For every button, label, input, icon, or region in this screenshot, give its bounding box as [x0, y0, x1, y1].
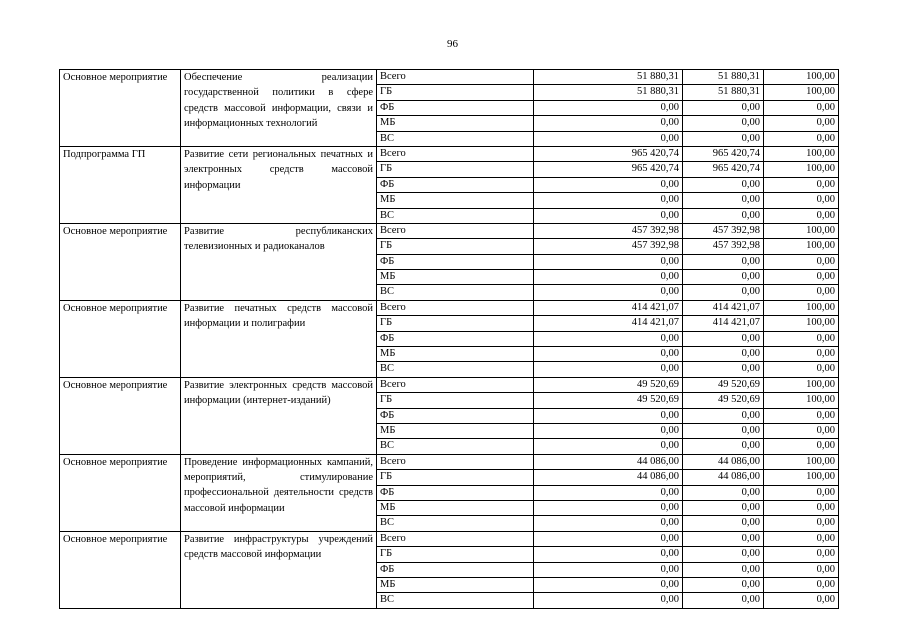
funding-source-cell: ФБ [377, 331, 534, 346]
table-row [60, 377, 839, 392]
planned-amount-cell: 0,00 [534, 562, 683, 577]
actual-amount-cell: 0,00 [683, 577, 764, 592]
planned-amount-cell: 0,00 [534, 423, 683, 438]
actual-amount-cell: 51 880,31 [683, 70, 764, 85]
funding-source-cell: ФБ [377, 177, 534, 192]
planned-amount-cell: 0,00 [534, 547, 683, 562]
actual-amount-cell: 0,00 [683, 177, 764, 192]
actual-amount-cell: 0,00 [683, 331, 764, 346]
funding-source-cell: МБ [377, 270, 534, 285]
funding-source-cell: ГБ [377, 239, 534, 254]
planned-amount-cell: 0,00 [534, 193, 683, 208]
percent-cell: 0,00 [764, 362, 839, 377]
actual-amount-cell: 0,00 [683, 254, 764, 269]
planned-amount-cell: 965 420,74 [534, 146, 683, 161]
funding-source-cell: ГБ [377, 393, 534, 408]
item-type-cell: Основное мероприятие [60, 454, 181, 531]
percent-cell: 0,00 [764, 562, 839, 577]
actual-amount-cell: 0,00 [683, 362, 764, 377]
actual-amount-cell: 0,00 [683, 347, 764, 362]
funding-source-cell: МБ [377, 347, 534, 362]
actual-amount-cell: 0,00 [683, 439, 764, 454]
table-row [60, 300, 839, 315]
actual-amount-cell: 0,00 [683, 408, 764, 423]
actual-amount-cell: 0,00 [683, 193, 764, 208]
planned-amount-cell: 44 086,00 [534, 470, 683, 485]
planned-amount-cell: 0,00 [534, 439, 683, 454]
actual-amount-cell: 414 421,07 [683, 316, 764, 331]
funding-source-cell: ВС [377, 362, 534, 377]
percent-cell: 0,00 [764, 423, 839, 438]
planned-amount-cell: 51 880,31 [534, 70, 683, 85]
planned-amount-cell: 0,00 [534, 408, 683, 423]
percent-cell: 0,00 [764, 285, 839, 300]
percent-cell: 100,00 [764, 162, 839, 177]
planned-amount-cell: 0,00 [534, 100, 683, 115]
table-row [60, 223, 839, 238]
actual-amount-cell: 457 392,98 [683, 223, 764, 238]
funding-source-cell: ГБ [377, 547, 534, 562]
percent-cell: 0,00 [764, 193, 839, 208]
funding-source-cell: ФБ [377, 100, 534, 115]
percent-cell: 100,00 [764, 239, 839, 254]
item-name-cell: Развитие инфраструктуры учреждений средств массовой информации [181, 531, 377, 608]
actual-amount-cell: 51 880,31 [683, 85, 764, 100]
planned-amount-cell: 965 420,74 [534, 162, 683, 177]
item-type-cell: Основное мероприятие [60, 300, 181, 377]
planned-amount-cell: 49 520,69 [534, 377, 683, 392]
planned-amount-cell: 0,00 [534, 331, 683, 346]
table-row [60, 454, 839, 469]
table-row [60, 70, 839, 85]
percent-cell: 0,00 [764, 485, 839, 500]
percent-cell: 0,00 [764, 500, 839, 515]
planned-amount-cell: 0,00 [534, 362, 683, 377]
percent-cell: 100,00 [764, 377, 839, 392]
percent-cell: 100,00 [764, 146, 839, 161]
percent-cell: 0,00 [764, 270, 839, 285]
funding-source-cell: ФБ [377, 562, 534, 577]
planned-amount-cell: 0,00 [534, 131, 683, 146]
funding-source-cell: МБ [377, 423, 534, 438]
funding-source-cell: МБ [377, 500, 534, 515]
planned-amount-cell: 457 392,98 [534, 239, 683, 254]
percent-cell: 0,00 [764, 516, 839, 531]
actual-amount-cell: 0,00 [683, 208, 764, 223]
item-type-cell: Основное мероприятие [60, 377, 181, 454]
actual-amount-cell: 0,00 [683, 270, 764, 285]
funding-source-cell: Всего [377, 454, 534, 469]
actual-amount-cell: 0,00 [683, 116, 764, 131]
percent-cell: 0,00 [764, 547, 839, 562]
funding-source-cell: МБ [377, 116, 534, 131]
planned-amount-cell: 0,00 [534, 593, 683, 608]
funding-source-cell: Всего [377, 377, 534, 392]
actual-amount-cell: 0,00 [683, 423, 764, 438]
actual-amount-cell: 0,00 [683, 516, 764, 531]
actual-amount-cell: 0,00 [683, 500, 764, 515]
actual-amount-cell: 0,00 [683, 593, 764, 608]
funding-source-cell: ГБ [377, 85, 534, 100]
actual-amount-cell: 44 086,00 [683, 454, 764, 469]
planned-amount-cell: 0,00 [534, 531, 683, 546]
percent-cell: 100,00 [764, 316, 839, 331]
table-row [60, 146, 839, 161]
percent-cell: 0,00 [764, 439, 839, 454]
funding-source-cell: ВС [377, 516, 534, 531]
funding-source-cell: ВС [377, 131, 534, 146]
percent-cell: 0,00 [764, 208, 839, 223]
actual-amount-cell: 0,00 [683, 562, 764, 577]
funding-source-cell: МБ [377, 577, 534, 592]
planned-amount-cell: 0,00 [534, 500, 683, 515]
funding-source-cell: Всего [377, 223, 534, 238]
percent-cell: 0,00 [764, 131, 839, 146]
actual-amount-cell: 965 420,74 [683, 146, 764, 161]
funding-source-cell: ВС [377, 439, 534, 454]
item-name-cell: Развитие сети региональных печатных и электронных средств массовой информации [181, 146, 377, 223]
planned-amount-cell: 0,00 [534, 485, 683, 500]
item-type-cell: Подпрограмма ГП [60, 146, 181, 223]
percent-cell: 0,00 [764, 116, 839, 131]
funding-source-cell: Всего [377, 300, 534, 315]
actual-amount-cell: 0,00 [683, 100, 764, 115]
funding-source-cell: Всего [377, 70, 534, 85]
item-type-cell: Основное мероприятие [60, 223, 181, 300]
funding-source-cell: МБ [377, 193, 534, 208]
percent-cell: 100,00 [764, 300, 839, 315]
item-name-cell: Развитие республиканских телевизионных и радиоканалов [181, 223, 377, 300]
funding-source-cell: ГБ [377, 162, 534, 177]
planned-amount-cell: 0,00 [534, 254, 683, 269]
percent-cell: 100,00 [764, 393, 839, 408]
actual-amount-cell: 49 520,69 [683, 393, 764, 408]
item-name-cell: Развитие электронных средств массовой информации (интернет-изданий) [181, 377, 377, 454]
funding-source-cell: ВС [377, 208, 534, 223]
percent-cell: 100,00 [764, 223, 839, 238]
funding-source-cell: Всего [377, 531, 534, 546]
funding-source-cell: ВС [377, 593, 534, 608]
funding-source-cell: ГБ [377, 470, 534, 485]
item-name-cell: Обеспечение реализации государственной политики в сфере средств массовой информации, связи и информационных технологий [181, 70, 377, 147]
percent-cell: 0,00 [764, 593, 839, 608]
percent-cell: 0,00 [764, 577, 839, 592]
planned-amount-cell: 414 421,07 [534, 300, 683, 315]
funding-source-cell: ФБ [377, 408, 534, 423]
planned-amount-cell: 51 880,31 [534, 85, 683, 100]
percent-cell: 0,00 [764, 177, 839, 192]
planned-amount-cell: 0,00 [534, 285, 683, 300]
actual-amount-cell: 0,00 [683, 485, 764, 500]
funding-source-cell: Всего [377, 146, 534, 161]
planned-amount-cell: 0,00 [534, 177, 683, 192]
planned-amount-cell: 49 520,69 [534, 393, 683, 408]
percent-cell: 100,00 [764, 470, 839, 485]
percent-cell: 0,00 [764, 331, 839, 346]
actual-amount-cell: 0,00 [683, 531, 764, 546]
item-type-cell: Основное мероприятие [60, 70, 181, 147]
item-name-cell: Развитие печатных средств массовой информации и полиграфии [181, 300, 377, 377]
page-number: 96 [447, 38, 458, 50]
percent-cell: 100,00 [764, 70, 839, 85]
actual-amount-cell: 0,00 [683, 547, 764, 562]
item-type-cell: Основное мероприятие [60, 531, 181, 608]
table-row [60, 531, 839, 546]
percent-cell: 0,00 [764, 408, 839, 423]
planned-amount-cell: 0,00 [534, 116, 683, 131]
percent-cell: 0,00 [764, 531, 839, 546]
item-name-cell: Проведение информационных кампаний, мероприятий, стимулирование профессиональной деятельности средств массовой информации [181, 454, 377, 531]
actual-amount-cell: 44 086,00 [683, 470, 764, 485]
planned-amount-cell: 0,00 [534, 516, 683, 531]
planned-amount-cell: 44 086,00 [534, 454, 683, 469]
budget-table-body [60, 70, 839, 609]
funding-source-cell: ФБ [377, 485, 534, 500]
planned-amount-cell: 0,00 [534, 577, 683, 592]
funding-source-cell: ГБ [377, 316, 534, 331]
actual-amount-cell: 965 420,74 [683, 162, 764, 177]
percent-cell: 0,00 [764, 100, 839, 115]
actual-amount-cell: 414 421,07 [683, 300, 764, 315]
planned-amount-cell: 0,00 [534, 208, 683, 223]
actual-amount-cell: 49 520,69 [683, 377, 764, 392]
percent-cell: 0,00 [764, 254, 839, 269]
funding-source-cell: ВС [377, 285, 534, 300]
planned-amount-cell: 0,00 [534, 347, 683, 362]
percent-cell: 100,00 [764, 85, 839, 100]
planned-amount-cell: 457 392,98 [534, 223, 683, 238]
actual-amount-cell: 457 392,98 [683, 239, 764, 254]
planned-amount-cell: 0,00 [534, 270, 683, 285]
funding-source-cell: ФБ [377, 254, 534, 269]
actual-amount-cell: 0,00 [683, 131, 764, 146]
planned-amount-cell: 414 421,07 [534, 316, 683, 331]
budget-table [59, 69, 839, 609]
percent-cell: 100,00 [764, 454, 839, 469]
actual-amount-cell: 0,00 [683, 285, 764, 300]
percent-cell: 0,00 [764, 347, 839, 362]
